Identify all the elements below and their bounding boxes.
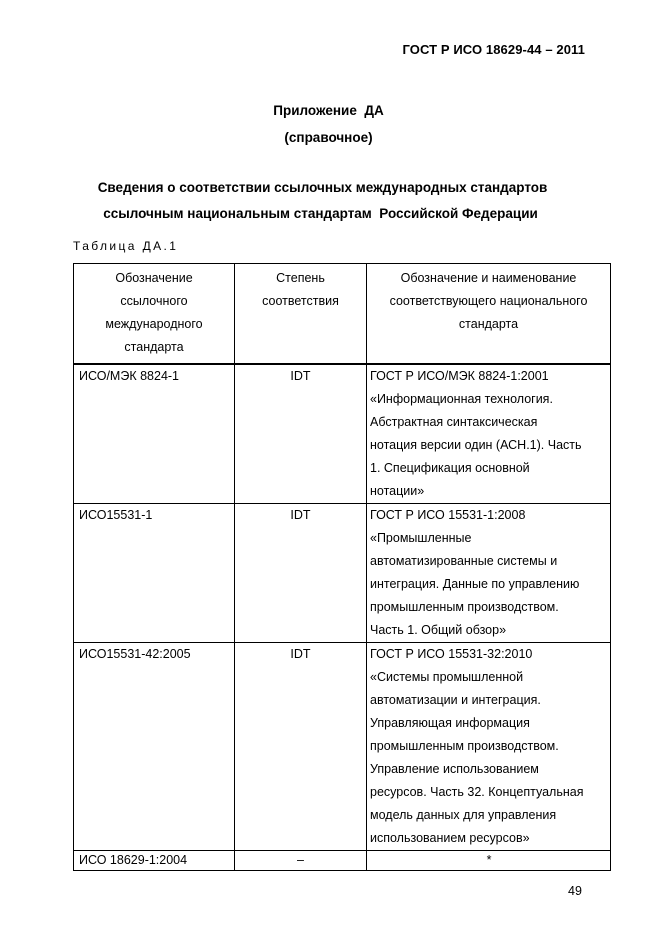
degree-cell: IDT	[235, 643, 367, 851]
section-heading-line-2: ссылочным национальным стандартам Российской Федерации	[103, 206, 538, 221]
national-standard-line: промышленным производством.	[370, 600, 559, 614]
national-standard-line: использованием ресурсов»	[370, 831, 530, 845]
table-header-row	[74, 264, 611, 365]
national-standard-line: Управление использованием	[370, 762, 539, 776]
national-standard-line: автоматизации и интеграция.	[370, 693, 541, 707]
annex-title: Приложение ДА	[273, 103, 384, 118]
degree-cell: –	[235, 851, 367, 871]
national-standard-cell	[367, 851, 611, 871]
header-line: соответствующего национального	[389, 294, 588, 308]
degree-cell: IDT	[235, 504, 367, 643]
national-standard-cell	[367, 643, 611, 851]
national-standard-line: Абстрактная синтаксическая	[370, 415, 538, 429]
table-row	[74, 643, 611, 851]
header-line: Степень	[276, 271, 325, 285]
national-standard-line: 1. Спецификация основной	[370, 461, 530, 475]
national-standard-line: автоматизированные системы и	[370, 554, 558, 568]
national-standard-line: *	[486, 853, 492, 867]
international-standard-cell: ИСО15531-42:2005	[74, 643, 235, 851]
international-standard-cell: ИСО/МЭК 8824-1	[74, 364, 235, 504]
table-row	[74, 504, 611, 643]
table-caption: Таблица ДА.1	[73, 239, 179, 253]
header-degree	[235, 264, 367, 365]
national-standard-line: интеграция. Данные по управлению	[370, 577, 580, 591]
header-line: стандарта	[458, 317, 519, 331]
national-standard-cell	[367, 364, 611, 504]
national-standard-line: ГОСТ Р ИСО 15531-32:2010	[370, 647, 533, 661]
header-line: Обозначение и наименование	[400, 271, 577, 285]
national-standard-line: Часть 1. Общий обзор»	[370, 623, 507, 637]
national-standard-line: нотации»	[370, 484, 425, 498]
national-standard-line: «Промышленные	[370, 531, 472, 545]
national-standard-line: ГОСТ Р ИСО/МЭК 8824-1:2001	[370, 369, 549, 383]
header-line: стандарта	[124, 340, 184, 354]
international-standard-cell: ИСО15531-1	[74, 504, 235, 643]
header-line: соответствия	[262, 294, 339, 308]
header-national	[367, 264, 611, 365]
national-standard-line: модель данных для управления	[370, 808, 557, 822]
degree-cell: IDT	[235, 364, 367, 504]
national-standard-line: ресурсов. Часть 32. Концептуальная	[370, 785, 584, 799]
header-line: Обозначение	[115, 271, 193, 285]
correspondence-table	[73, 263, 611, 871]
header-international	[74, 264, 235, 365]
national-standard-line: промышленным производством.	[370, 739, 559, 753]
header-line: ссылочного	[120, 294, 188, 308]
national-standard-line: нотация версии один (АСН.1). Часть	[370, 438, 582, 452]
section-heading-line-1: Сведения о соответствии ссылочных международных стандартов	[97, 180, 548, 195]
national-standard-line: «Информационная технология.	[370, 392, 553, 406]
national-standard-line: Управляющая информация	[370, 716, 530, 730]
national-standard-line: ГОСТ Р ИСО 15531-1:2008	[370, 508, 526, 522]
national-standard-cell	[367, 504, 611, 643]
document-code: ГОСТ Р ИСО 18629-44 – 2011	[402, 42, 585, 57]
annex-subtitle: (справочное)	[284, 130, 373, 145]
table-row	[74, 851, 611, 871]
table-row	[74, 364, 611, 504]
header-line: международного	[105, 317, 203, 331]
national-standard-line: «Системы промышленной	[370, 670, 524, 684]
international-standard-cell: ИСО 18629-1:2004	[74, 851, 235, 871]
page-number: 49	[568, 884, 582, 898]
